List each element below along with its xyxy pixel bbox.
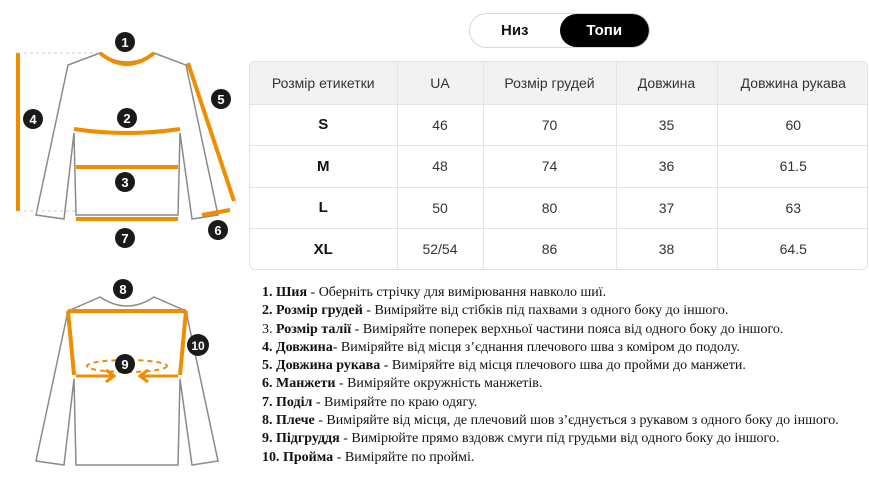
marker-5 (211, 89, 231, 109)
table-cell: S (250, 104, 397, 146)
table-cell: 38 (616, 229, 717, 269)
table-cell: 63 (717, 187, 868, 229)
marker-1 (115, 32, 135, 52)
table-cell: 46 (397, 104, 483, 146)
table-header-row (250, 62, 868, 104)
table-cell: 61.5 (717, 146, 868, 188)
marker-4 (23, 109, 43, 129)
instruction-item: 9. Підгруддя - Вимірюйте прямо вздовж смуги під грудьми від одного боку до іншого. (262, 431, 780, 447)
size-chart-table (249, 61, 868, 270)
svg-text:10: 10 (191, 339, 205, 353)
measurement-instructions (262, 284, 862, 467)
instruction-item: 3. Розмір талії - Виміряйте поперек верхньої частини пояса від одного боку до іншого. (262, 321, 784, 337)
sweater-measurement-diagram-shoulder (0, 275, 245, 475)
table-cell: 86 (483, 229, 616, 269)
table-row (250, 146, 868, 188)
table-cell: 80 (483, 187, 616, 229)
table-cell: 36 (616, 146, 717, 188)
chest-measure-line (74, 129, 180, 133)
table-cell: 64.5 (779, 241, 807, 258)
table-cell: 35 (616, 104, 717, 146)
table-header-cell: UA (397, 62, 483, 104)
table-row (250, 187, 868, 229)
marker-2 (117, 108, 137, 128)
table-cell: 60 (717, 104, 868, 146)
svg-text:3: 3 (121, 175, 129, 190)
marker-3 (115, 172, 135, 192)
table-row (250, 229, 868, 269)
svg-text:6: 6 (214, 223, 222, 238)
table-cell: 74 (483, 146, 616, 188)
instruction-item: 7. Поділ - Виміряйте по краю одягу. (262, 394, 478, 410)
toggle-option-tops[interactable]: Топи (560, 14, 650, 47)
instruction-item: 5. Довжина рукава - Виміряйте від місця плечового шва до пройми до манжети. (262, 358, 746, 374)
table-cell: 50 (397, 187, 483, 229)
instruction-item: 6. Манжети - Виміряйте окружність манжетів. (262, 376, 543, 392)
svg-text:8: 8 (119, 282, 127, 297)
table-header-cell: Розмір етикетки (250, 62, 397, 104)
instruction-item: 2. Розмір грудей - Виміряйте від стібків під пахвами з одного боку до іншого. (262, 303, 729, 319)
table-cell: 37 (616, 187, 717, 229)
svg-text:2: 2 (123, 111, 131, 126)
instruction-item: 8. Плече - Виміряйте від місця, де плечовий шов з’єднується з рукавом з одного боку до іншого. (262, 413, 839, 429)
instruction-item: 4. Довжина- Виміряйте від місця з’єднання плечового шва з коміром до подолу. (262, 339, 740, 355)
marker-10 (187, 334, 209, 356)
table-cell: 48 (397, 146, 483, 188)
garment-outline (36, 297, 218, 465)
category-toggle (469, 13, 650, 48)
svg-text:7: 7 (121, 231, 129, 246)
toggle-option-bottoms[interactable]: Низ (500, 22, 529, 39)
sweater-measurement-diagram-front (0, 25, 245, 260)
instruction-item: 1. Шия - Оберніть стрічку для вимірювання навколо шиї. (262, 285, 607, 300)
svg-text:5: 5 (217, 92, 225, 107)
instruction-item: 10. Пройма - Виміряйте по проймі. (262, 449, 475, 465)
table-cell: M (250, 146, 397, 188)
svg-text:4: 4 (29, 112, 37, 127)
table-header-cell: Розмір грудей (483, 62, 616, 104)
table-cell: L (250, 187, 397, 229)
marker-6 (208, 220, 228, 240)
garment-outline (36, 53, 218, 219)
marker-8 (113, 279, 133, 299)
marker-7 (115, 228, 135, 248)
table-header-cell: Довжина (616, 62, 717, 104)
svg-text:9: 9 (121, 357, 129, 372)
table-cell: 52/54 (397, 229, 483, 269)
table-cell: XL (250, 229, 397, 269)
neck-measure-line (100, 53, 154, 64)
cuff-measure-line (202, 210, 230, 215)
svg-text:1: 1 (121, 35, 129, 50)
table-row (250, 104, 868, 146)
marker-9 (115, 354, 135, 374)
table-cell: 70 (483, 104, 616, 146)
table-header-cell: Довжина рукава (717, 62, 868, 104)
